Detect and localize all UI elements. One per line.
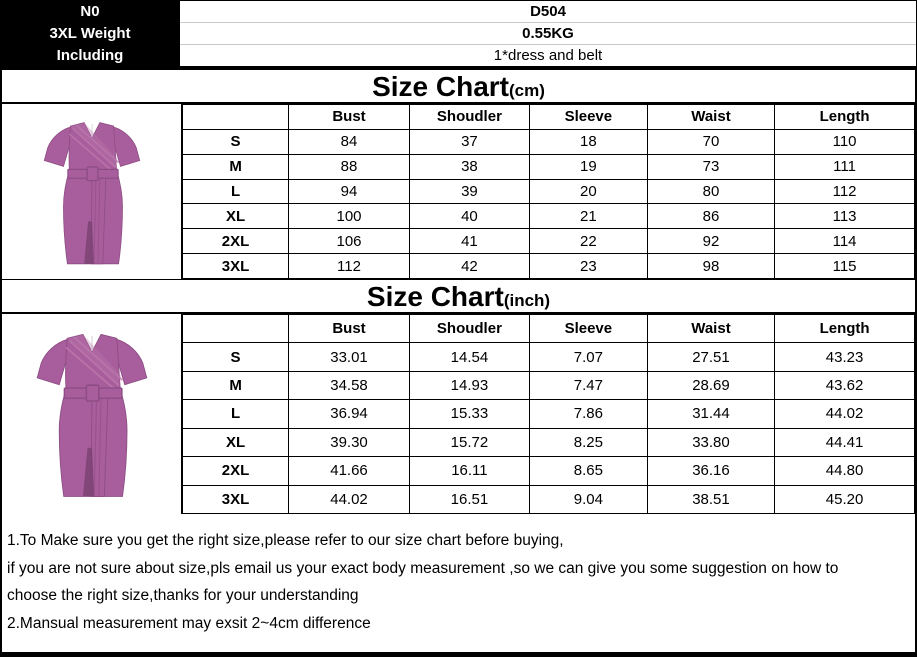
product-info-strip xyxy=(0,0,917,66)
value-cell: 44.02 xyxy=(775,400,915,428)
table-header-cell: Shoudler xyxy=(409,105,529,130)
table-header-cell: Waist xyxy=(647,315,774,343)
value-cell: 98 xyxy=(647,254,774,279)
value-cell: 114 xyxy=(775,229,915,254)
table-header-cell: Length xyxy=(775,315,915,343)
value-cell: 113 xyxy=(775,204,915,229)
size-chart-cm-unit: (cm) xyxy=(509,81,545,100)
product-info-value-no: D504 xyxy=(180,1,916,23)
size-cell: 3XL xyxy=(183,485,289,513)
value-cell: 92 xyxy=(647,229,774,254)
size-cell: M xyxy=(183,154,289,179)
value-cell: 86 xyxy=(647,204,774,229)
table-row xyxy=(183,204,915,229)
product-info-value-weight: 0.55KG xyxy=(180,23,916,45)
value-cell: 16.11 xyxy=(409,457,529,485)
table-header-cell: Length xyxy=(775,105,915,130)
value-cell: 19 xyxy=(529,154,647,179)
value-cell: 40 xyxy=(409,204,529,229)
note-line: 2.Mansual measurement may exsit 2~4cm difference xyxy=(7,614,371,632)
size-chart-cm-section xyxy=(2,104,915,279)
product-info-value-panel xyxy=(180,0,917,66)
dress-image-icon xyxy=(31,111,153,273)
value-cell: 39 xyxy=(409,179,529,204)
value-cell: 15.72 xyxy=(409,428,529,456)
size-chart-inch-title: Size Chart xyxy=(366,281,504,312)
table-row xyxy=(183,229,915,254)
table-header-cell: Sleeve xyxy=(529,105,647,130)
table-row xyxy=(183,400,915,428)
value-cell: 112 xyxy=(775,179,915,204)
value-cell: 36.94 xyxy=(289,400,410,428)
value-cell: 41.66 xyxy=(289,457,410,485)
value-cell: 8.25 xyxy=(529,428,647,456)
value-cell: 31.44 xyxy=(647,400,774,428)
size-cell: XL xyxy=(183,204,289,229)
value-cell: 9.04 xyxy=(529,485,647,513)
value-cell: 88 xyxy=(289,154,410,179)
table-header-cell: Bust xyxy=(289,105,410,130)
value-cell: 39.30 xyxy=(289,428,410,456)
value-cell: 43.62 xyxy=(775,371,915,399)
value-cell: 73 xyxy=(647,154,774,179)
value-cell: 36.16 xyxy=(647,457,774,485)
value-cell: 33.01 xyxy=(289,343,410,371)
value-cell: 94 xyxy=(289,179,410,204)
value-cell: 7.86 xyxy=(529,400,647,428)
size-table-inch xyxy=(182,314,915,514)
value-cell: 14.54 xyxy=(409,343,529,371)
table-header-row xyxy=(183,105,915,130)
table-header-cell xyxy=(183,315,289,343)
value-cell: 38 xyxy=(409,154,529,179)
value-cell: 110 xyxy=(775,129,915,154)
table-row xyxy=(183,254,915,279)
value-cell: 44.80 xyxy=(775,457,915,485)
note-line: if you are not sure about size,pls email us your exact body measurement ,so we can give you some suggestion on how to xyxy=(7,559,839,577)
table-header-cell: Shoudler xyxy=(409,315,529,343)
dress-image-icon xyxy=(22,321,162,507)
value-cell: 7.07 xyxy=(529,343,647,371)
value-cell: 106 xyxy=(289,229,410,254)
table-row xyxy=(183,343,915,371)
table-row xyxy=(183,428,915,456)
value-cell: 112 xyxy=(289,254,410,279)
note-line: choose the right size,thanks for your understanding xyxy=(7,587,359,604)
value-cell: 44.41 xyxy=(775,428,915,456)
value-cell: 70 xyxy=(647,129,774,154)
value-cell: 100 xyxy=(289,204,410,229)
note-line: 1.To Make sure you get the right size,please refer to our size chart before buying, xyxy=(7,532,564,549)
product-info-label-including: Including xyxy=(56,46,124,64)
value-cell: 44.02 xyxy=(289,485,410,513)
table-row xyxy=(183,485,915,513)
sizing-notes xyxy=(2,514,915,652)
value-cell: 7.47 xyxy=(529,371,647,399)
value-cell: 115 xyxy=(775,254,915,279)
value-cell: 80 xyxy=(647,179,774,204)
table-row xyxy=(183,179,915,204)
value-cell: 27.51 xyxy=(647,343,774,371)
value-cell: 37 xyxy=(409,129,529,154)
value-cell: 42 xyxy=(409,254,529,279)
size-chart-box xyxy=(0,66,917,657)
product-info-label-panel xyxy=(0,0,180,66)
size-cell: M xyxy=(183,371,289,399)
table-row xyxy=(183,129,915,154)
size-cell: 3XL xyxy=(183,254,289,279)
value-cell: 33.80 xyxy=(647,428,774,456)
size-table-cm xyxy=(182,104,915,279)
size-cell: L xyxy=(183,179,289,204)
size-cell: S xyxy=(183,129,289,154)
size-cell: XL xyxy=(183,428,289,456)
size-cell: 2XL xyxy=(183,457,289,485)
value-cell: 18 xyxy=(529,129,647,154)
value-cell: 28.69 xyxy=(647,371,774,399)
value-cell: 14.93 xyxy=(409,371,529,399)
value-cell: 84 xyxy=(289,129,410,154)
value-cell: 34.58 xyxy=(289,371,410,399)
value-cell: 16.51 xyxy=(409,485,529,513)
dress-product-photo-cm xyxy=(2,104,182,279)
table-header-cell: Bust xyxy=(289,315,410,343)
table-header-cell: Waist xyxy=(647,105,774,130)
value-cell: 23 xyxy=(529,254,647,279)
table-row xyxy=(183,154,915,179)
product-info-value-including: 1*dress and belt xyxy=(493,47,603,64)
dress-product-photo-inch xyxy=(2,314,182,514)
value-cell: 8.65 xyxy=(529,457,647,485)
size-chart-inch-section xyxy=(2,314,915,514)
value-cell: 45.20 xyxy=(775,485,915,513)
table-row xyxy=(183,457,915,485)
value-cell: 15.33 xyxy=(409,400,529,428)
value-cell: 20 xyxy=(529,179,647,204)
value-cell: 111 xyxy=(775,154,915,179)
value-cell: 43.23 xyxy=(775,343,915,371)
table-row xyxy=(183,371,915,399)
value-cell: 41 xyxy=(409,229,529,254)
product-info-label-no: N0 xyxy=(80,2,100,20)
product-info-label-weight: 3XL Weight xyxy=(49,24,131,42)
size-chart-cm-title-row xyxy=(2,70,915,104)
size-chart-inch-unit: (inch) xyxy=(503,291,551,310)
table-header-cell: Sleeve xyxy=(529,315,647,343)
size-cell: L xyxy=(183,400,289,428)
size-chart-inch-title-row xyxy=(2,279,915,314)
size-chart-cm-title: Size Chart xyxy=(372,71,510,102)
value-cell: 22 xyxy=(529,229,647,254)
size-cell: S xyxy=(183,343,289,371)
value-cell: 38.51 xyxy=(647,485,774,513)
value-cell: 21 xyxy=(529,204,647,229)
size-cell: 2XL xyxy=(183,229,289,254)
table-header-row xyxy=(183,315,915,343)
table-header-cell xyxy=(183,105,289,130)
